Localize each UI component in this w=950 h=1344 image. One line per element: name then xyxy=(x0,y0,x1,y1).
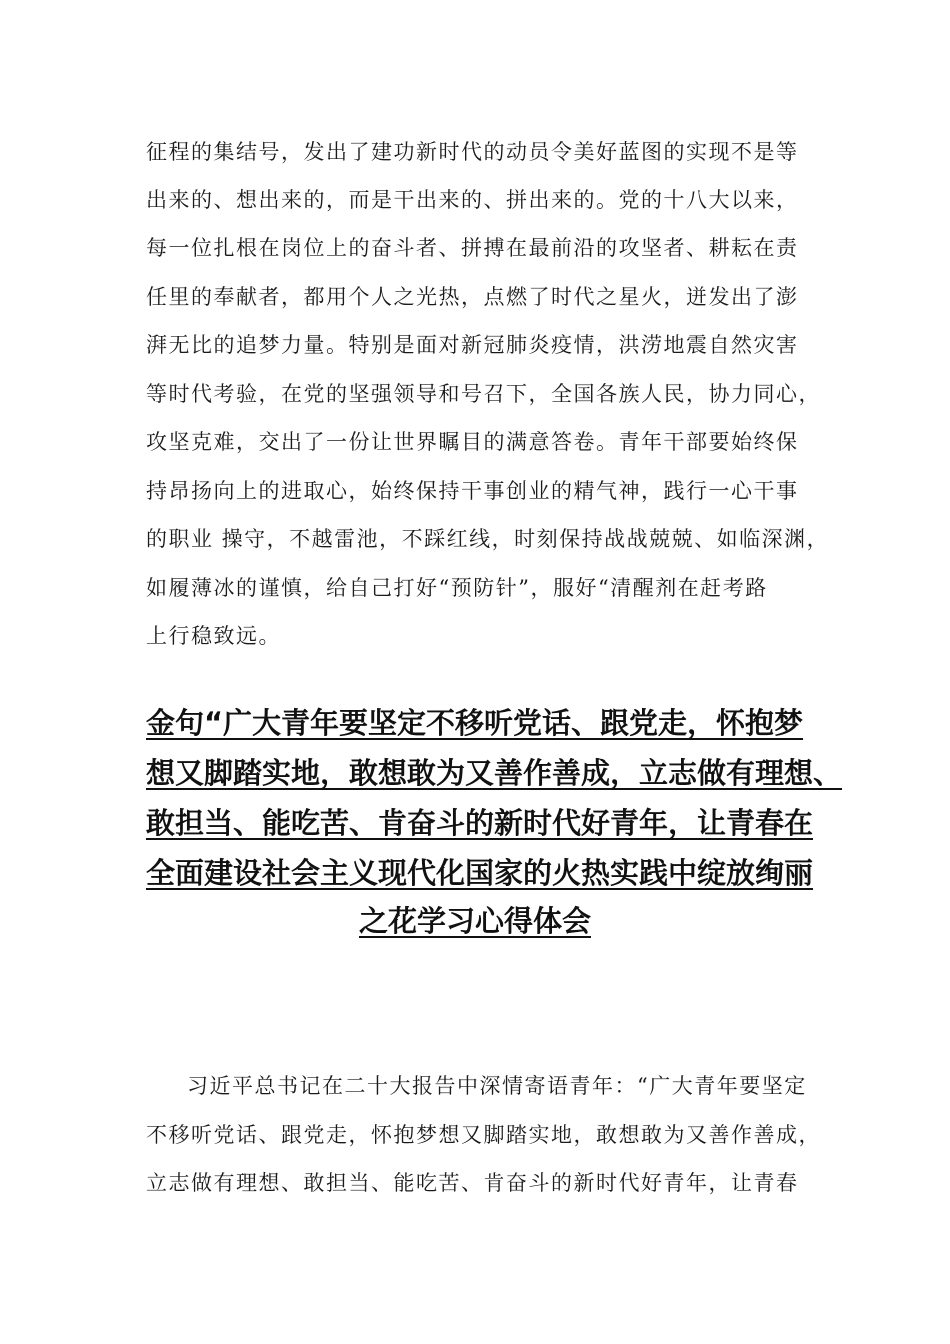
text-line: 等时代考验，在党的坚强领导和号召下，全国各族人民，协力同心， xyxy=(146,382,821,406)
text-line: 立志做有理想、敢担当、能吃苦、肯奋斗的新时代好青年，让青春 xyxy=(146,1171,799,1195)
title-line: 想又脚踏实地，敢想敢为又善作善成，立志做有理想、 xyxy=(146,756,843,790)
title-line: 之花学习心得体会 xyxy=(358,904,591,938)
text-line: 持昂扬向上的进取心，始终保持干事创业的精气神，践行一心干事 xyxy=(146,479,799,503)
text-line: 湃无比的追梦力量。特别是面对新冠肺炎疫情，洪涝地震自然灾害 xyxy=(146,333,799,357)
text-line: 习近平总书记在二十大报告中深情寄语青年：“广大青年要坚定 xyxy=(187,1074,807,1098)
text-line: 的职业 操守，不越雷池，不踩红线，时刻保持战战兢兢、如临深渊， xyxy=(146,527,830,551)
text-line: 出来的、想出来的，而是干出来的、拼出来的。党的十八大以来， xyxy=(146,188,799,212)
title-line: 全面建设社会主义现代化国家的火热实践中绽放绚丽 xyxy=(146,856,814,890)
title-line: 金句“广大青年要坚定不移听党话、跟党走，怀抱梦 xyxy=(146,706,804,740)
text-line: 任里的奉献者，都用个人之光热，点燃了时代之星火，迸发出了澎 xyxy=(146,285,799,309)
text-line: 如履薄冰的谨慎，给自己打好“预防针”，服好“清醒剂在赶考路 xyxy=(146,576,768,600)
text-line: 上行稳致远。 xyxy=(146,624,281,648)
text-line: 征程的集结号，发出了建功新时代的动员令美好蓝图的实现不是等 xyxy=(146,140,799,164)
text-line: 每一位扎根在岗位上的奋斗者、拼搏在最前沿的攻坚者、耕耘在责 xyxy=(146,236,799,260)
title-line: 敢担当、能吃苦、肯奋斗的新时代好青年，让青春在 xyxy=(146,806,814,840)
text-line: 攻坚克难，交出了一份让世界瞩目的满意答卷。青年干部要始终保 xyxy=(146,430,799,454)
text-line: 不移听党话、跟党走，怀抱梦想又脚踏实地，敢想敢为又善作善成， xyxy=(146,1123,821,1147)
